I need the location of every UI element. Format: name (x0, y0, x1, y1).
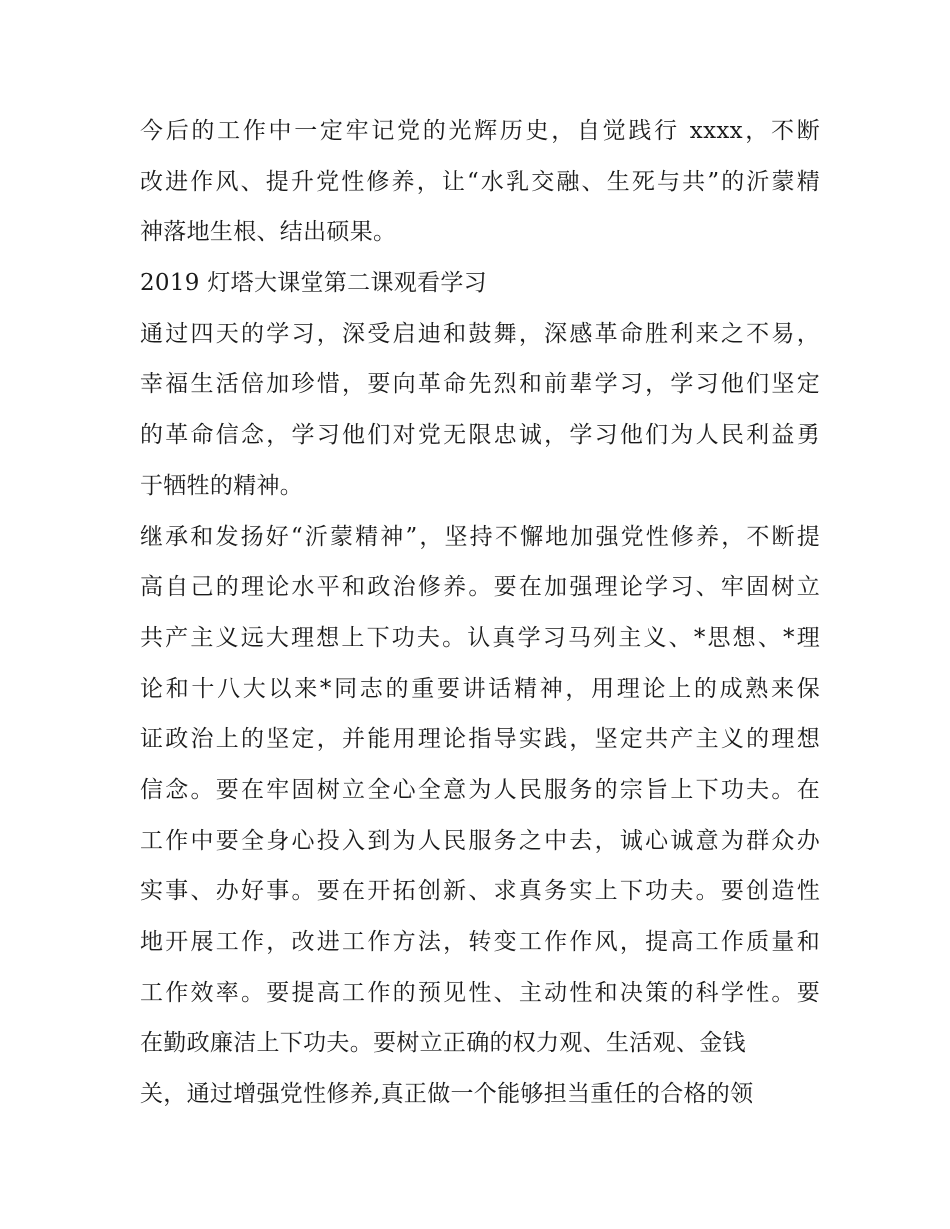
text-line: 的革命信念，学习他们对党无限忠诚，学习他们为人民利益勇 (140, 422, 820, 449)
text-line: 关，通过增强党性修养,真正做一个能够担当重任的合格的领 (140, 1081, 754, 1108)
text-line: 共产主义远大理想上下功夫。认真学习马列主义、*思想、*理 (140, 624, 820, 651)
section-heading: 2019 灯塔大课堂第二课观看学习 (140, 270, 487, 297)
text-line: 通过四天的学习，深受启迪和鼓舞，深感革命胜利来之不易， (140, 320, 820, 347)
text-line: 工作中要全身心投入到为人民服务之中去，诚心诚意为群众办 (140, 827, 820, 854)
text-line: 地开展工作，改进工作方法，转变工作作风，提高工作质量和 (140, 929, 820, 955)
text-line: 论和十八大以来*同志的重要讲话精神，用理论上的成熟来保 (140, 675, 820, 702)
text-line: 于牺牲的精神。 (140, 472, 304, 499)
text-line: 实事、办好事。要在开拓创新、求真务实上下功夫。要创造性 (140, 878, 820, 905)
text-line: 高自己的理论水平和政治修养。要在加强理论学习、牢固树立 (140, 574, 820, 601)
text-line: 证政治上的坚定，并能用理论指导实践，坚定共产主义的理想 (140, 726, 820, 753)
text-line: 继承和发扬好“沂蒙精神”，坚持不懈地加强党性修养，不断提 (140, 523, 820, 550)
text-line: 信念。要在牢固树立全心全意为人民服务的宗旨上下功夫。在 (140, 776, 820, 803)
text-line: 幸福生活倍加珍惜，要向革命先烈和前辈学习，学习他们坚定 (140, 371, 820, 398)
text-line: 今后的工作中一定牢记党的光辉历史，自觉践行 xxxx，不断 (140, 118, 820, 144)
document-body (140, 106, 820, 1120)
text-line: 改进作风、提升党性修养，让“水乳交融、生死与共”的沂蒙精 (140, 168, 820, 195)
text-line: 在勤政廉洁上下功夫。要树立正确的权力观、生活观、金钱 (140, 1030, 746, 1057)
text-line: 神落地生根、结出硕果。 (140, 219, 397, 246)
text-line: 工作效率。要提高工作的预见性、主动性和决策的科学性。要 (140, 979, 820, 1006)
